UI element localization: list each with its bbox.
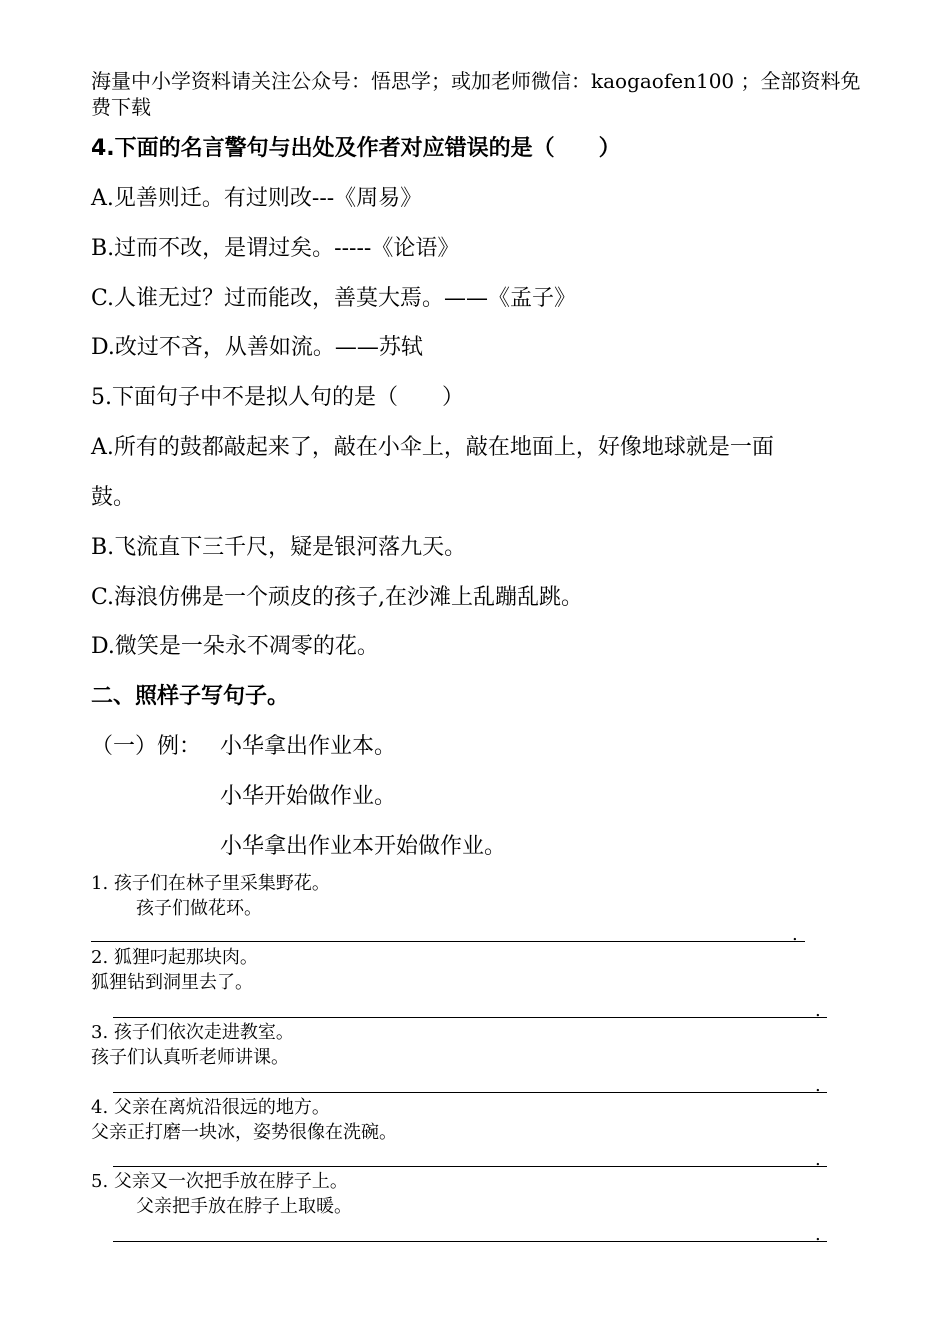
exercise-2-answer-line[interactable] bbox=[113, 1017, 827, 1018]
example-label: （一）例： bbox=[91, 734, 202, 759]
question-4-option-d: D.改过不吝，从善如流。——苏轼 bbox=[91, 335, 423, 360]
exercise-5-line-1: 5. 父亲又一次把手放在脖子上。 bbox=[91, 1171, 348, 1192]
question-5-option-a: A.所有的鼓都敲起来了，敲在小伞上，敲在地面上，好像地球就是一面 bbox=[91, 435, 774, 460]
exercise-2-line-1: 2. 狐狸叼起那块肉。 bbox=[91, 947, 258, 968]
question-5-option-a-cont: 鼓。 bbox=[91, 485, 136, 510]
exercise-1-line-1: 1. 孩子们在林子里采集野花。 bbox=[91, 873, 330, 894]
question-5-option-b: B.飞流直下三千尺，疑是银河落九天。 bbox=[91, 535, 467, 560]
question-5-option-d: D.微笑是一朵永不凋零的花。 bbox=[91, 634, 379, 659]
exercise-1-answer-line[interactable] bbox=[91, 941, 805, 942]
exercise-3-end-mark: . bbox=[815, 1075, 821, 1096]
example-line-2: 小华开始做作业。 bbox=[220, 784, 397, 809]
exercise-1-line-2: 孩子们做花环。 bbox=[136, 898, 262, 919]
exercise-5-line-2: 父亲把手放在脖子上取暖。 bbox=[136, 1196, 352, 1217]
question-4-title: 4.下面的名言警句与出处及作者对应错误的是（ ） bbox=[91, 136, 621, 161]
question-4-option-c: C.人谁无过？过而能改，善莫大焉。——《孟子》 bbox=[91, 286, 577, 311]
exercise-4-end-mark: . bbox=[815, 1149, 821, 1170]
question-5-option-c: C.海浪仿佛是一个顽皮的孩子,在沙滩上乱蹦乱跳。 bbox=[91, 585, 584, 610]
exercise-3-answer-line[interactable] bbox=[113, 1092, 827, 1093]
exercise-3-line-1: 3. 孩子们依次走进教室。 bbox=[91, 1022, 294, 1043]
example-line-3: 小华拿出作业本开始做作业。 bbox=[220, 834, 507, 859]
section-2-title: 二、照样子写句子。 bbox=[91, 684, 290, 709]
exercise-1-end-mark: . bbox=[792, 924, 798, 945]
exercise-3-line-2: 孩子们认真听老师讲课。 bbox=[91, 1047, 289, 1068]
exercise-2-end-mark: . bbox=[815, 1000, 821, 1021]
example-line-1: 小华拿出作业本。 bbox=[220, 734, 397, 759]
page-header: 海量中小学资料请关注公众号：悟思学；或加老师微信：kaogaofen100 ；全部资料免费下载 bbox=[91, 69, 861, 119]
exercise-4-line-1: 4. 父亲在离炕沿很远的地方。 bbox=[91, 1097, 330, 1118]
exercise-4-line-2: 父亲正打磨一块冰，姿势很像在洗碗。 bbox=[91, 1122, 397, 1143]
question-5-title: 5.下面句子中不是拟人句的是（ ） bbox=[91, 385, 464, 410]
exercise-5-answer-line[interactable] bbox=[113, 1241, 827, 1242]
exercise-2-line-2: 狐狸钻到洞里去了。 bbox=[91, 972, 253, 993]
question-4-option-a: A.见善则迁。有过则改---《周易》 bbox=[91, 186, 423, 211]
question-4-option-b: B.过而不改，是谓过矣。-----《论语》 bbox=[91, 236, 460, 261]
exercise-5-end-mark: . bbox=[815, 1224, 821, 1245]
exercise-4-answer-line[interactable] bbox=[113, 1166, 827, 1167]
